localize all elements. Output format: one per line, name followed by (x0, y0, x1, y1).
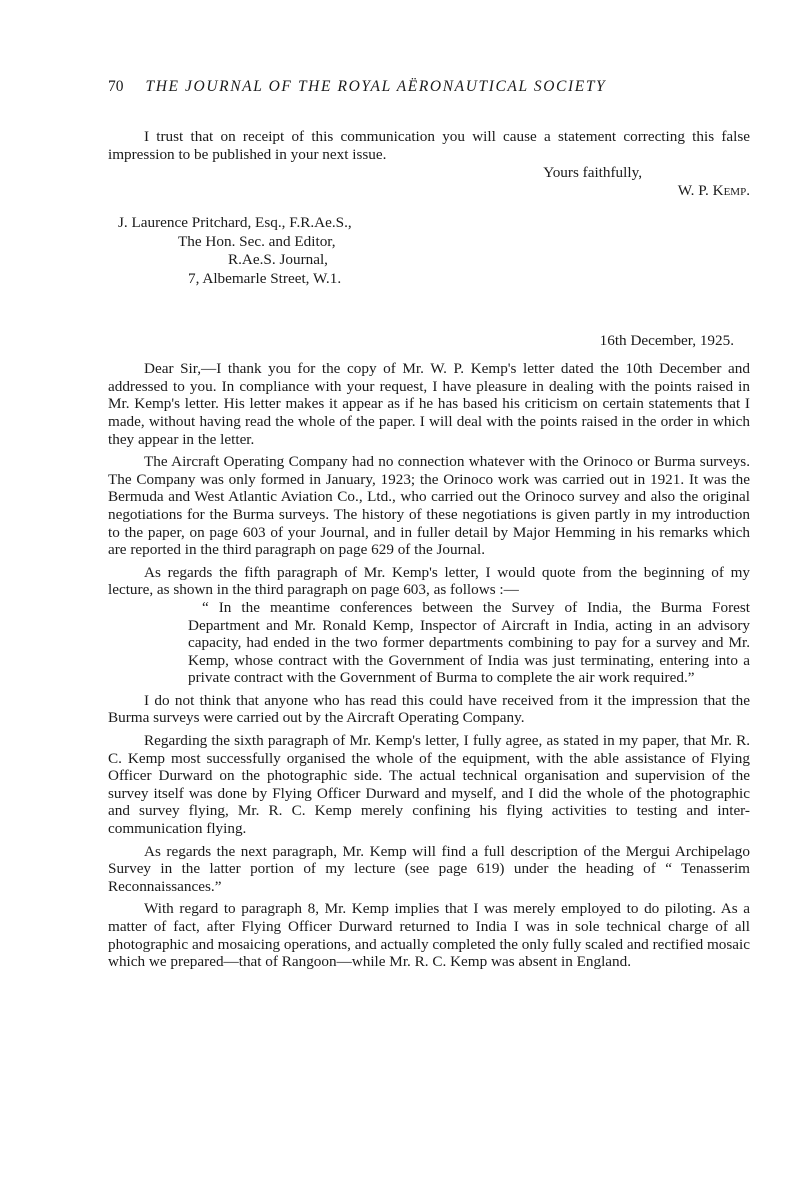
address-line-2: The Hon. Sec. and Editor, (178, 232, 336, 250)
address-line-4: 7, Albemarle Street, W.1. (188, 269, 342, 287)
lecture-quotation: “ In the meantime conferences between the Survey of India, the Burma Forest Department and Mr. Ronald Kemp, Inspector of Aircraft in India, acting in an advisory capacity, had ended in the two former departments combining to pay for a survey and Mr. Kemp, whose contract with the Government of India was just terminating, entering into a private contract with the Government of Burma to complete the air work required.” (188, 598, 750, 687)
address-line-3: R.Ae.S. Journal, (228, 251, 328, 269)
letter2-paragraph-5: Regarding the sixth paragraph of Mr. Kemp's letter, I fully agree, as stated in my paper, that Mr. R. C. Kemp most successfully organised the whole of the equipment, with the able assistance of Flying Officer Durward on the photographic side. The actual technical organisation and supervision of the survey itself was done by Flying Officer Durward and myself, and I did the whole of the photographic and survey flying, Mr. R. C. Kemp merely confining his flying activities to testing and inter-communication flying. (108, 732, 750, 838)
letter2-paragraph-4: I do not think that anyone who has read this could have received from it the impression that the Burma surveys were carried out by the Aircraft Operating Company. (108, 691, 750, 727)
journal-title: THE JOURNAL OF THE ROYAL AËRONAUTICAL SOCIETY (145, 78, 607, 95)
letter2-date: 16th December, 1925. (599, 332, 734, 350)
address-block (108, 214, 750, 288)
page-number: 70 (108, 78, 124, 95)
running-header (108, 78, 750, 96)
letter2-paragraph-6: As regards the next paragraph, Mr. Kemp will find a full description of the Mergui Archipelago Survey in the latter portion of my lecture (see page 619) under the heading of “ Tenasserim Reconnaissances.” (108, 842, 750, 895)
letter1-body: I trust that on receipt of this communication you will cause a statement correcting this false impression to be published in your next issue. (108, 128, 750, 163)
letter2-paragraph-3: As regards the fifth paragraph of Mr. Kemp's letter, I would quote from the beginning of my lecture, as shown in the third paragraph on page 603, as follows :— (108, 563, 750, 599)
letter1-closing: Yours faithfully, (543, 164, 642, 182)
letter2-paragraph-2: The Aircraft Operating Company had no connection whatever with the Orinoco or Burma surveys. The Company was only formed in January, 1923; the Orinoco work was carried out in 1921. It was the Bermuda and West Atlantic Aviation Co., Ltd., who carried out the Orinoco survey and also the original negotiations for the Burma surveys. The history of these negotiations is given partly in my introduction to the paper, on page 603 of your Journal, and in fuller detail by Major Hemming in his remarks which are reported in the third paragraph on page 629 of the Journal. (108, 453, 750, 559)
letter2-paragraph-7: With regard to paragraph 8, Mr. Kemp implies that I was merely employed to do piloting. As a matter of fact, after Flying Officer Durward returned to India I was in sole technical charge of all photographic and mosaicing operations, and actually completed the only fully scaled and rectified mosaic which we prepared—that of Rangoon—while Mr. R. C. Kemp was absent in England. (108, 900, 750, 971)
letter2-paragraph-1: Dear Sir,—I thank you for the copy of Mr. W. P. Kemp's letter dated the 10th December and addressed to you. In compliance with your request, I have pleasure in dealing with the points raised in Mr. Kemp's letter. His letter makes it appear as if he has based his criticism on certain statements that I made, without having read the whole of the paper. I will deal with the points raised in the order in which they appear in the letter. (108, 360, 750, 448)
letter1-signature: W. P. Kemp. (677, 182, 750, 200)
address-line-1: J. Laurence Pritchard, Esq., F.R.Ae.S., (118, 214, 352, 232)
document-page (108, 78, 750, 971)
